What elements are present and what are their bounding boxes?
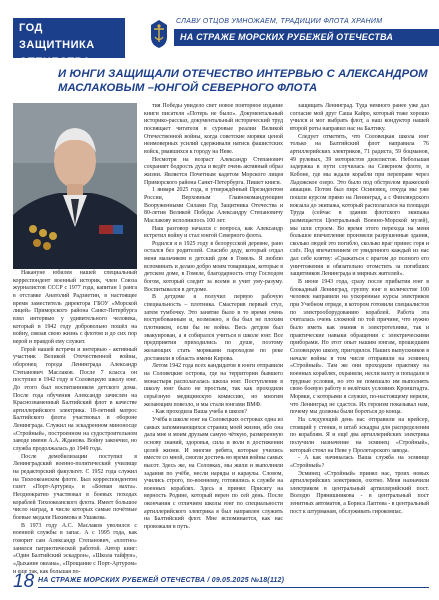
article-headline: И ЮНГИ ЗАЩИЩАЛИ ОТЕЧЕСТВО ИНТЕРВЬЮ С АЛЕКСАНДРОМ МАСЛАКОВЫМ –ЮНГОЙ СЕВЕРНОГО ФЛОТА (58, 68, 428, 94)
paragraph: 1 января 2025 года, в утверждённый Президентом России, Верховным Главнокомандующим Вооруженными Силами Год Защитника Отечества и 80-летия Великой Победы Александру Степановичу Маслакову исполнилось 100 лет. (144, 187, 283, 224)
paragraph: Учёба в школе юнг на Соловецких островах одна из самых запоминающихся страниц моей жизни, ибо она дала мне и моим друзьям самую чёткую, размеренную основу знаний, здоровья, сила и воли в достижении целей жизни. И многие ребята, которые учились вместе со мной, смогли достичь во время войны самых высот. Здесь же, на Соловках, мы жили и выполняли задания по учёбе, несли наряды и караулы. Словом, учились строго, по-военному, готовились к службе на военных кораблях. Здесь я принял Присягу на верность Родине, который верен по сей день. После окончания с отличием школы юнг по специальности артиллерийского электрика я был направлен служить на Балтийский флот. Мне вспоминается, как нас провожали в путь. (144, 416, 283, 531)
paragraph: Эсминец «Стройный» принял нас, троих новых артиллерийских электриков, охотно. Меня назначили электриком в центральный артиллерийский пост. Володю Прянишникова - в центральный пост зенитных автоматов, а Бориса Лаптева - в центральный пост к штурманам, обслуживать гирокомпас. (290, 470, 429, 515)
interview-question: - Как проходила Ваша учеба в школе? (152, 409, 247, 416)
navy-emblem-icon (149, 19, 169, 49)
paragraph: Накануне юбилея нашей специальный корреспондент военный историк, член Союза журналистов СССР с 1977 года, капитан 1 ранга в отставке Анатолий Радзиетин, в настоящее время заместитель директора ГБОУ «Морской лицей» Приморского района Санкт-Петербурга взял интервью у удивительного человека, который в 1942 году добровольно пошёл на войну, связав свою жизнь с флотом и до сих пор верой и правдой ему служит. (13, 270, 137, 345)
journal-motto: СЛАВУ ОТЦОВ УМНОЖАЕМ, ТРАДИЦИИ ФЛОТА ХРАНИМ (176, 18, 383, 25)
page-footer (0, 570, 439, 600)
page-header (0, 0, 439, 68)
paragraph: Родился я в 1925 году в белорусской деревне, рано остался без родителей. Спасибо деду, который отдал меня мальчиком в детский дом в Гомель. Я люблю вспоминать и делаю добро моим товарищам, которые в детском доме, в Гомеле, благодарность отцу Господом богом, который следит за всеми и учит уму-разуму. Воспитывался в детдоме. (144, 240, 283, 293)
rubric-title-line2: ОТЕЧЕСТВА (19, 56, 91, 68)
rubric-title-line1: ГОД ЗАЩИТНИКА (19, 22, 95, 51)
article-column-2 (144, 103, 283, 566)
paragraph: тия Победы увидело свет новое повторное издание книги писателя «Потерь не было». Документальный историко-рассказ, документальный исторический труд посвящает читателя в суровые реалии Великой Отечественной войны, когда советские моряки ценой неимоверных усилий сдерживали натиск фашистских войск, рвавшихся к городу на Неве. (144, 103, 283, 155)
article-column-3 (290, 103, 429, 566)
paragraph: В 1973 году А.С. Маслаков уволился с военной службы в запас. А с 1995 года, как говорит сам Александр Степанович, «плотно» занялся патриотической работой. Автор книг: «Один Балтийский эскадрон», «Школа тайфун», «Дыхание океана», «Прощание с Порт-Артуром» и еще так, как большая по- (13, 522, 137, 575)
journal-name-banner: НА СТРАЖЕ МОРСКИХ РУБЕЖЕЙ ОТЕЧЕСТВА (174, 29, 439, 46)
paragraph: В июне 1943 года, сразу после прибытия юнг в блокадный Ленинград, группу юнг в количестве 100 человек направили на ускоренные курсы электриков при Учебном отряде, в котором готовили специалистов по электрооборудованию кораблей. Работа эта считалась очень сложной по той причине, что нужно было иметь как знания в электротехнике, так и практические навыки обращения с электрическими приборами. Но этот опыт нашим юнгам, прошедшим Соловецкую школу, пригодился. Наших выпускников в начале войны в том числе отправили на эсминец «Стройный». Там же они проходили практику на военных кораблях, охраняли, несли вахту и попадали в трудные условия, но это не помешало им выполнять свою боевую работу в нелёгких условиях Кронштадта. Моряки, с которыми я служил, по-настоящему верили, что Ленинград не сдастся. Их героизм показывал нам, почему мы должны были бороться до конца. (290, 279, 429, 416)
paragraph: Герой нашей встречи и интервью - активный участник Великой Отечественной войны, оборонец города Ленинграда Александр Степанович Маслаков. После 7 класса он поступил в 1942 году в Соловецкую школу юнг. До этого был воспитанником детского дома. После года обучения Александр зачислен на Краснознаменный Балтийский флот в качестве артиллерийского электрика. 18-летний матрос Балтийского флота участвовал в обороне Ленинграда. Служил на эскадренном миноносце «Стройный», построенном на судостроительном заводе имени А.А. Жданова. Войну закончил, но служба продолжалась до 1949 года. (13, 346, 137, 453)
article-column-1 (13, 270, 137, 575)
paragraph: На следующий день нас отправили на крейсер, стоящий у стенки, в штаб эскадры для распределения по кораблям. Я и ещё два артиллерийских электрика получили назначение на эсминец «Стройный», который стоял на Неве у Пролетарского завода. (290, 416, 429, 454)
paragraph: Несмотря на возраст Александр Степанович сохраняет бодрость духа и ведёт очень активный образ жизни. Является Почетным кадетом Морского лицея Приморского района Санкт-Петербурга. Пишет книги. (144, 156, 283, 186)
paragraph: Летом 1942 года всех кандидатов в юнги отправили на Соловецкие острова, где на территории бывшего монастыря располагалась школа юнг. Поступление в школу юнг было не простым, так как проходили серьёзную медицинскую комиссию, но многим желающим повезло, и мы стали юнгами ВМФ. (144, 363, 283, 408)
rubric-block (13, 18, 125, 68)
paragraph: После демобилизации поступил в Ленинградский военно-политический училище на редакторский факультет. С 1952 года служил на Тихоокеанском флоте. Был корреспондентом газет «Порт-Артурец» и «Боевая вахта». Неоднократно участвовал в боевых походах кораблей Тихоокеанского флота. Имеет большое число наград, в числе которых самые почётные боевые медали Нахимова и Ушакова. (13, 453, 137, 521)
page-number: 18 (13, 571, 35, 592)
paragraph: Наш разговор начался с вопроса, как Александр встретил войну и стал юнгой Северного флота. (144, 225, 283, 240)
interview-question: - А как начиналась Ваша служба на эсминце «Стройный»? (290, 455, 429, 469)
portrait-photo (13, 103, 137, 269)
paragraph: Следует отметить, что Соловецкая школа юнг только на Балтийский флот направила 76 артиллерийских электриков, 71 радиста, 59 боцманов, 49 рулевых, 39 мотористов дизелистов. Небольшая задержка в пути случилась на Северном флоте, в Кобоне, где мы ждали корабли при переправе через Ладожское озеро. Это было под обстрелом вражеской авиации. Потом был пирс Осиновец, откуда мы уже пошли курсом прямо на Ленинград, а с Финляндского вокзала до экипажа, который располагался на площади Труда (сейчас в здании флотского экипажа размещается Центральный Военно-Морской музей), мы шли строем. Во время этого перехода на меня большое впечатление произвели разрушенные здания, сколько людей это погибло, сколько враг принес горя и слёз. Под впечатлением от увиденного каждый из нас дал себе клятву: «Сражаться с врагом до полного его уничтожения и обязательно отомстить за погибших защитников Ленинграда и мирных жителей». (290, 133, 429, 278)
footer-journal-issue: НА СТРАЖЕ МОРСКИХ РУБЕЖЕЙ ОТЕЧЕСТВА / 09.05.2025 №18(112) (38, 577, 285, 584)
paragraph: защищать Ленинград. Туда немного ранее уже дал согласие мой друг Саша Кайро, который тоже хорошо учился и мог выбрать флот, а наш кондуктор нашей второй роты направил нас на Балтику. (290, 103, 429, 132)
footer-divider (38, 587, 429, 588)
paragraph: В детдоме я получил первую рабочую специальность – плотника. Смастерив первый стул, затем тумбочку. Это занятие было в то время очень востребованным и, возможно, я бы был не плохим плотником, если бы не война. Весь детдом был эвакуирован, а я собирался учиться в школе юнг. Все предприятия приходились по душе, поэтому желающих стать моряками пароходом по реке доставили в область имени Кирова. (144, 294, 283, 362)
